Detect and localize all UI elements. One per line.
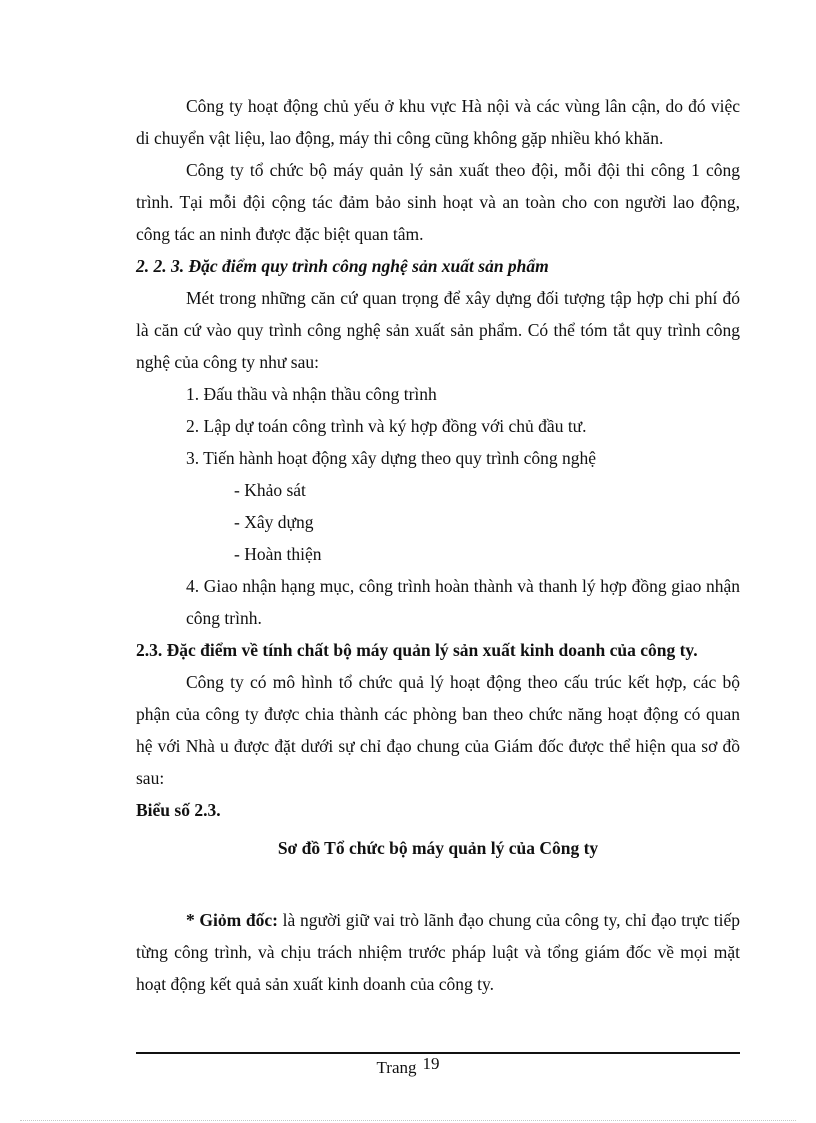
director-label: * Giỏm đốc: <box>186 910 278 930</box>
list-item-step-3: 3. Tiến hành hoạt động xây dựng theo quy trình công nghệ <box>186 448 597 468</box>
list-subitem-finishing: - Hoàn thiện <box>234 544 322 564</box>
page-footer <box>0 1056 816 1080</box>
list-item-step-1: 1. Đấu thầu và nhận thầu công trình <box>186 384 437 404</box>
paragraph-process-intro: Mét trong những căn cứ quan trọng để xây dựng đối tượng tập hợp chi phí đó là căn cứ vào quy trình công nghệ sản xuất sản phẩm. Có thể tóm tắt quy trình công nghệ của công ty như sau: <box>136 288 740 372</box>
footer-label: Trang <box>376 1058 417 1077</box>
figure-title: Sơ đồ Tổ chức bộ máy quản lý của Công ty <box>277 838 599 858</box>
paragraph-organization: Công ty tổ chức bộ máy quản lý sản xuất theo đội, mỗi đội thi công 1 công trình. Tại mỗi đội cộng tác đảm bảo sinh hoạt và an toàn cho con người lao động, công tác an ninh được đặc biệt quan tâm. <box>136 160 740 244</box>
page-body <box>136 90 740 1000</box>
director-description: là người giữ vai trò lãnh đạo chung của công ty, chỉ đạo trực tiếp từng công trình, và chịu trách nhiệm trước pháp luật và tổng giám đốc về mọi mặt hoạt động kết quả sản xuất kinh doanh của công ty. <box>136 910 740 994</box>
page-edge-divider <box>20 1120 796 1121</box>
list-subitem-survey: - Khảo sát <box>234 480 306 500</box>
section-heading-2-3: 2.3. Đặc điểm về tính chất bộ máy quản lý sản xuất kinh doanh của công ty. <box>136 640 698 660</box>
figure-label: Biểu số 2.3. <box>136 800 221 820</box>
paragraph-location: Công ty hoạt động chủ yếu ở khu vực Hà nội và các vùng lân cận, do đó việc di chuyển vật liệu, lao động, máy thi công cũng không gặp nhiều khó khăn. <box>136 96 740 148</box>
diagram-placeholder <box>136 864 740 904</box>
paragraph-structure-intro: Công ty có mô hình tổ chức quả lý hoạt động theo cấu trúc kết hợp, các bộ phận của công ty được chia thành các phòng ban theo chức năng hoạt động có quan hệ với Nhà u được đặt dưới sự chỉ đạo chung của Giám đốc được thể hiện qua sơ đồ sau: <box>136 672 740 788</box>
list-item-step-2: 2. Lập dự toán công trình và ký hợp đồng với chủ đầu tư. <box>186 416 587 436</box>
paragraph-director <box>136 904 740 1000</box>
list-subitem-construction: - Xây dựng <box>234 512 314 532</box>
section-heading-2-2-3: 2. 2. 3. Đặc điểm quy trình công nghệ sản xuất sản phẩm <box>136 256 549 276</box>
page-number: 19 <box>422 1054 440 1073</box>
list-item-step-4: 4. Giao nhận hạng mục, công trình hoàn thành và thanh lý hợp đồng giao nhận công trình. <box>186 576 740 628</box>
